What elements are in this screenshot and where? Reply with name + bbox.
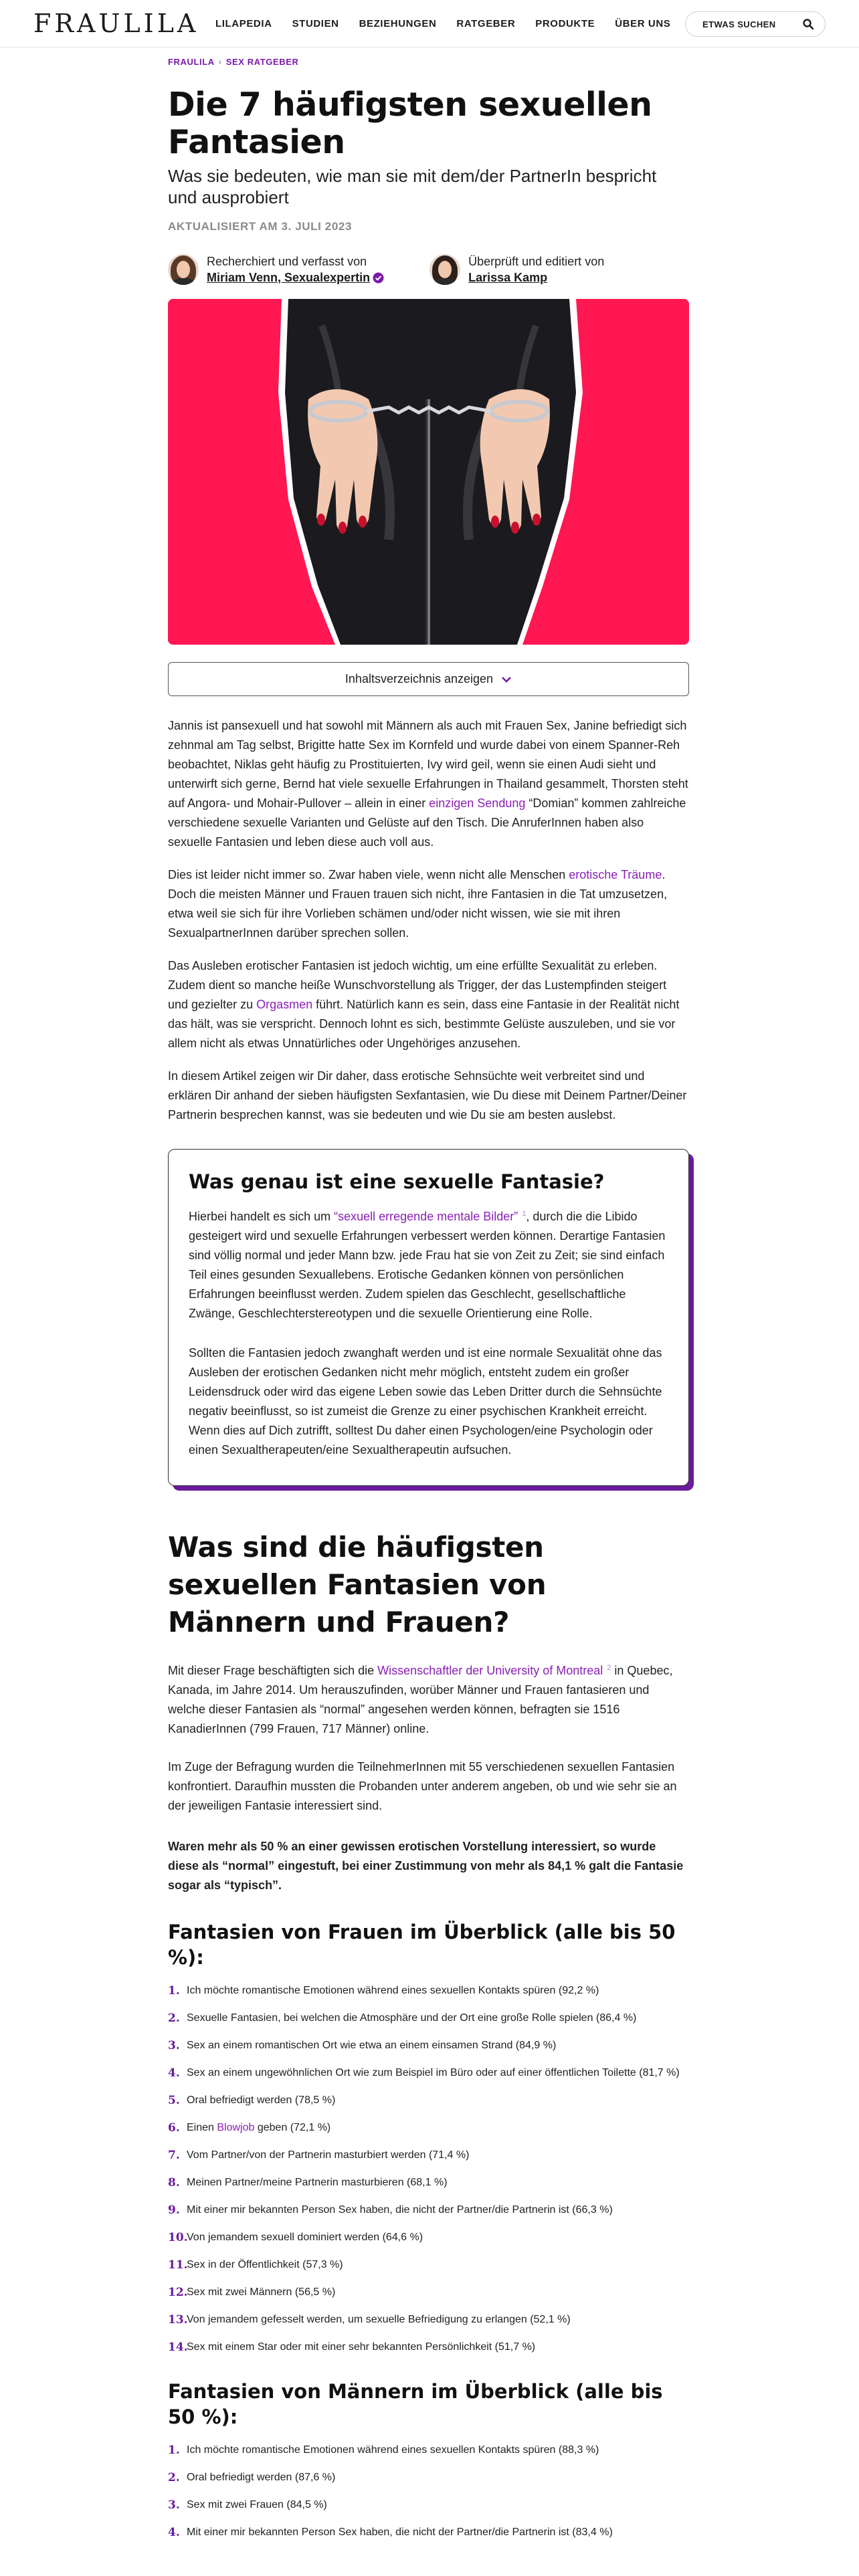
- search-icon: [802, 18, 814, 30]
- nav-item-lilapedia[interactable]: LILAPEDIA: [215, 18, 272, 29]
- breadcrumb-section[interactable]: SEX RATGEBER: [225, 57, 299, 67]
- men-fantasy-list: [168, 2442, 689, 2541]
- section-paragraph-1: Mit dieser Frage beschäftigten sich die Wissenschaftler der University of Montreal $^2$ in Quebec, Kanada, im Jahre 2014. Um herauszufinden, worüber Männer und Frauen fantasieren und welche dieser Fantasien als “normal” angesehen werden können, befragten sie 1516 KanadierInnen (799 Frauen, 717 Männer) online.: [168, 1664, 673, 1735]
- list-item: 3. Sex an einem romantischen Ort wie etwa an einem einsamen Strand (84,9 %): [168, 2039, 557, 2052]
- link-mentale-bilder[interactable]: “sexuell erregende mentale Bilder”: [334, 1210, 518, 1223]
- breadcrumb-home[interactable]: FRAULILA: [168, 57, 215, 67]
- link-blowjob[interactable]: Blowjob: [217, 2122, 255, 2133]
- site-logo[interactable]: FRAULILA: [33, 9, 199, 38]
- list-item: 9. Mit einer mir bekannten Person Sex haben, die nicht der Partner/die Partnerin ist (66,3 %): [168, 2204, 613, 2217]
- intro-paragraph-2: Dies ist leider nicht immer so. Zwar haben viele, wenn nicht alle Menschen erotische Träume. Doch die meisten Männer und Frauen trauen sich nicht, ihre Fantasien in die Tat umzusetzen, etwa weil sie sich für ihre Vorlieben schämen und/oder nicht wissen, wie sie mit ihren SexualpartnerInnen darüber sprechen sollen.: [168, 868, 668, 940]
- link-university-montreal[interactable]: Wissenschaftler der University of Montreal: [377, 1664, 603, 1677]
- author-name-link[interactable]: Larissa Kamp: [468, 271, 548, 284]
- author-role: Überprüft und editiert von: [468, 255, 605, 268]
- author-role: Recherchiert und verfasst von: [207, 255, 367, 268]
- link-einzigen-sendung[interactable]: einzigen Sendung: [429, 796, 526, 810]
- list-item: 12. Sex mit zwei Männern (56,5 %): [168, 2286, 336, 2299]
- list-item: 6. Einen Blowjob geben (72,1 %): [168, 2121, 331, 2135]
- link-orgasmen[interactable]: Orgasmen: [256, 998, 313, 1011]
- list-item: 2. Oral befriedigt werden (87,6 %): [168, 2471, 336, 2484]
- search-button[interactable]: [685, 11, 826, 37]
- nav-item-ueber-uns[interactable]: ÜBER UNS: [615, 18, 671, 29]
- page-title: Die 7 häufigsten sexuellen Fantasien: [168, 86, 652, 161]
- breadcrumb-separator: ›: [218, 57, 222, 67]
- link-erotische-traeume[interactable]: erotische Träume: [569, 868, 662, 881]
- avatar: [168, 254, 199, 285]
- section-heading: Was sind die häufigsten sexuellen Fantasien von Männern und Frauen?: [168, 1531, 547, 1638]
- list-item: 10. Von jemandem sexuell dominiert werden (64,6 %): [168, 2231, 423, 2244]
- intro-paragraph-3: Das Ausleben erotischer Fantasien ist jedoch wichtig, um eine erfüllte Sexualität zu erleben. Zudem dient so manche heiße Wunschvorstellung als Trigger, der das Lustempfinden steigert und gezielter zu Orgasmen führt. Natürlich kann es sein, dass eine Fantasie in der Realität nicht das hält, was sie verspricht. Dennoch lohnt es sich, bestimmte Gelüste auszuleben, und sie vor allem nicht als etwas Unnatürliches oder Ungehöriges anzusehen.: [168, 959, 680, 1050]
- men-list-heading: Fantasien von Männern im Überblick (alle bis 50 %):: [168, 2380, 663, 2428]
- women-fantasy-list: [168, 1982, 689, 2356]
- author-editor: [430, 251, 604, 288]
- nav-item-produkte[interactable]: PRODUKTE: [535, 18, 595, 29]
- section-paragraph-2: Im Zuge der Befragung wurden die TeilnehmerInnen mit 55 verschiedenen sexuellen Fantasien konfrontiert. Daraufhin mussten die Probanden unter anderem angeben, ob und wie sehr sie an der jeweiligen Fantasie interessiert sind.: [168, 1760, 677, 1812]
- intro-paragraph-1: Jannis ist pansexuell und hat sowohl mit Männern als auch mit Frauen Sex, Janine befriedigt sich zehnmal am Tag selbst, Brigitte hatte Sex im Kornfeld und wurde dabei von einem Spanner-Reh beobachtet, Niklas geht häufig zu Prostituierten, Ivy wird geil, wenn sie einen Audi sieht und unterwirft sich gerne, Bernd hat viele sexuelle Erfahrungen in Thailand gesammelt, Thorsten steht auf Angora- und Mohair-Pullover – allein in einer einzigen Sendung “Domian” kommen zahlreiche verschiedene sexuelle Varianten und Gelüste auf den Tisch. Die AnruferInnen haben also sexuelle Fantasien und leben diese auch voll aus.: [168, 719, 688, 849]
- updated-date: AKTUALISIERT AM 3. JULI 2023: [168, 220, 352, 233]
- site-header: [0, 0, 859, 47]
- author-writer: [168, 251, 384, 288]
- list-item: 7. Vom Partner/von der Partnerin masturbiert werden (71,4 %): [168, 2149, 470, 2162]
- list-item: 5. Oral befriedigt werden (78,5 %): [168, 2094, 336, 2107]
- article: [168, 47, 689, 2551]
- author-name-link[interactable]: Miriam Venn, Sexualexpertin: [207, 271, 371, 284]
- page-subtitle: Was sie bedeuten, wie man sie mit dem/der PartnerIn bespricht und ausprobiert: [168, 166, 657, 207]
- info-box-title: Was genau ist eine sexuelle Fantasie?: [189, 1170, 605, 1193]
- avatar: [430, 254, 460, 285]
- toc-toggle-button[interactable]: [168, 662, 689, 696]
- verified-icon: [373, 272, 384, 284]
- info-box-paragraph-1: Hierbei handelt es sich um “sexuell erregende mentale Bilder” $^1$, durch die die Libido gesteigert wird und sexuelle Erfahrungen verbessert werden können. Derartige Fantasien sind völlig normal und jeder Mann bzw. jede Frau hat sie von Zeit zu Zeit; sie sind einfach Teil eines gesunden Sexuallebens. Erotische Gedanken können von persönlichen Erfahrungen beeinflusst werden. Zudem spielen das Geschlecht, gesellschaftliche Zwänge, Geschlechterstereotypen und die sexuelle Orientierung eine Rolle.: [189, 1210, 666, 1320]
- list-item: 1. Ich möchte romantische Emotionen während eines sexuellen Kontakts spüren (92,2 %): [168, 1984, 599, 1998]
- list-item: 4. Mit einer mir bekannten Person Sex haben, die nicht der Partner/die Partnerin ist (83,4 %): [168, 2526, 613, 2539]
- toc-label: Inhaltsverzeichnis anzeigen: [345, 672, 494, 685]
- list-item: 2. Sexuelle Fantasien, bei welchen die Atmosphäre und der Ort eine große Rolle spielen (86,4 %): [168, 2012, 637, 2025]
- footnote-2[interactable]: 2: [607, 1664, 611, 1672]
- list-item: 13. Von jemandem gefesselt werden, um sexuelle Befriedigung zu erlangen (52,1 %): [168, 2313, 571, 2327]
- breadcrumb: [168, 57, 689, 70]
- list-item: 8. Meinen Partner/meine Partnerin masturbieren (68,1 %): [168, 2176, 448, 2189]
- intro-paragraph-4: In diesem Artikel zeigen wir Dir daher, dass erotische Sehnsüchte weit verbreitet sind und erklären Dir anhand der sieben häufigsten Sexfantasien, wie Du diese mit Deinem Partner/Deiner Partnerin besprechen kannst, was sie bedeuten und wie Du sie am besten auslebst.: [168, 1069, 687, 1121]
- nav-item-beziehungen[interactable]: BEZIEHUNGEN: [359, 18, 437, 29]
- info-box-paragraph-2: Sollten die Fantasien jedoch zwanghaft werden und ist eine normale Sexualität ohne das Ausleben der erotischen Gedanken nicht mehr möglich, entsteht zudem ein großer Leidensdruck oder wird das eigene Leben sowie das Leben Dritter durch die Sehnsüchte negativ beeinflusst, so ist zumeist die Grenze zu einer psychischen Krankheit erreicht. Wenn dies auf Dich zutrifft, solltest Du daher einen Psychologen/eine Psychologin oder einen Sexualtherapeuten/eine Sexualtherapeutin aufsuchen.: [189, 1346, 662, 1457]
- list-item: 4. Sex an einem ungewöhnlichen Ort wie zum Beispiel im Büro oder auf einer öffentlichen Toilette (81,7 %): [168, 2066, 680, 2080]
- nav-item-studien[interactable]: STUDIEN: [292, 18, 339, 29]
- list-item: 3. Sex mit zwei Frauen (84,5 %): [168, 2498, 327, 2512]
- hero-illustration: [168, 299, 689, 645]
- section-paragraph-3: Waren mehr als 50 % an einer gewissen erotischen Vorstellung interessiert, so wurde diese als “normal” eingestuft, bei einer Zustimmung von mehr als 84,1 % galt die Fantasie sogar als “typisch”.: [168, 1840, 684, 1892]
- hero-image: [168, 299, 689, 645]
- search-label: ETWAS SUCHEN: [702, 19, 776, 29]
- info-box: [168, 1149, 689, 1486]
- main-nav: [215, 17, 690, 31]
- author-row: [168, 251, 689, 288]
- women-list-heading: Fantasien von Frauen im Überblick (alle bis 50 %):: [168, 1921, 676, 1969]
- chevron-down-icon: [501, 675, 512, 683]
- list-item: 14. Sex mit einem Star oder mit einer sehr bekannten Persönlichkeit (51,7 %): [168, 2341, 536, 2354]
- footnote-1[interactable]: 1: [522, 1210, 527, 1218]
- list-item: 11. Sex in der Öffentlichkeit (57,3 %): [168, 2258, 343, 2272]
- nav-item-ratgeber[interactable]: RATGEBER: [456, 18, 516, 29]
- list-item: 1. Ich möchte romantische Emotionen während eines sexuellen Kontakts spüren (88,3 %): [168, 2444, 599, 2457]
